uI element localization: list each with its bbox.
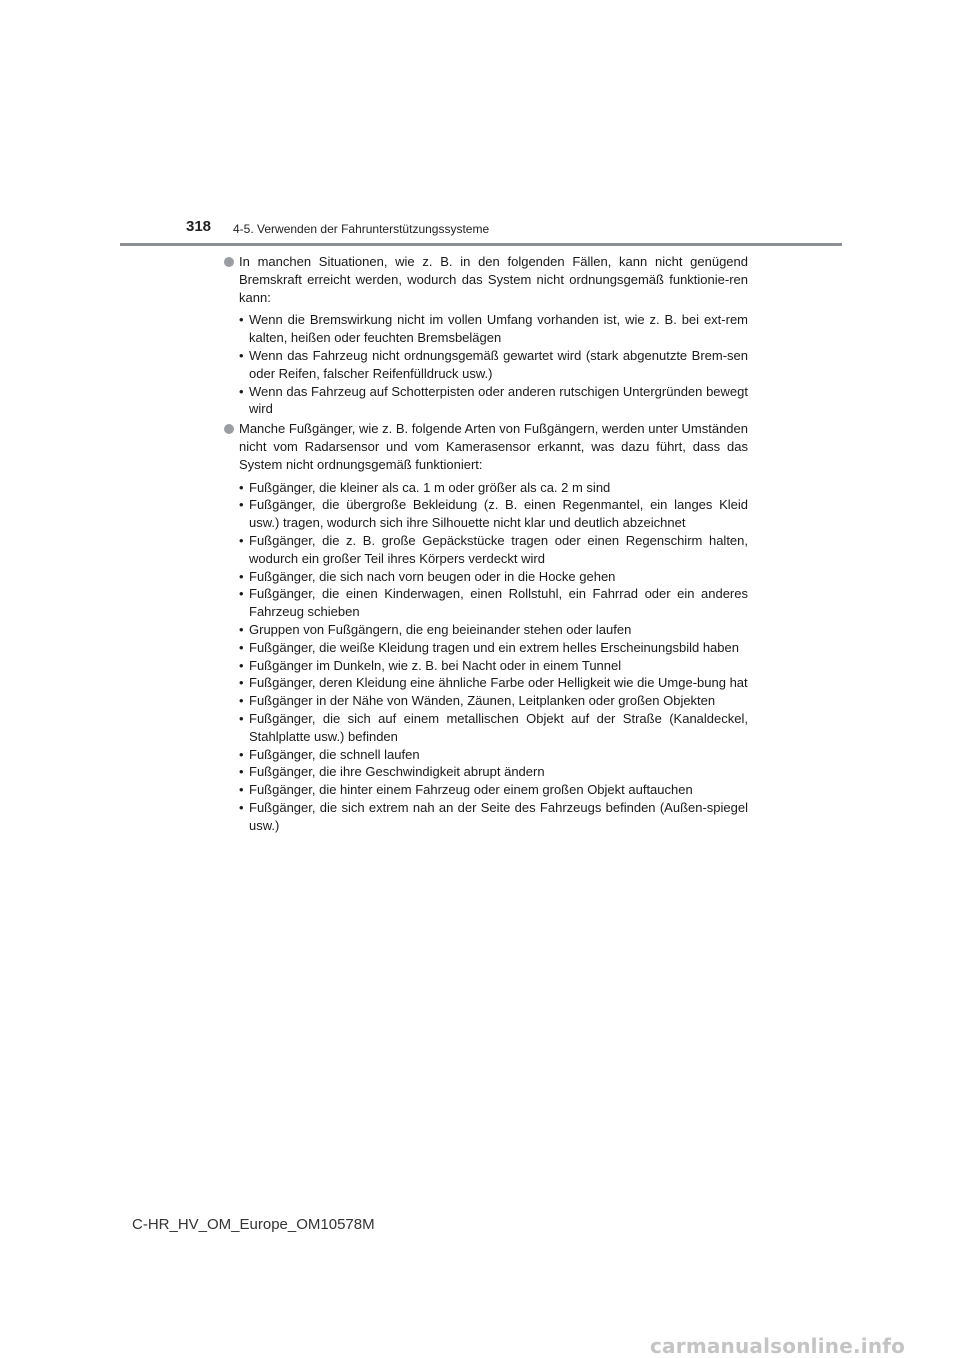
list-item: • Fußgänger, die übergroße Bekleidung (z. B. einen Regenmantel, ein langes Kleid usw.) tragen, wodurch sich ihre Silhouette nicht klar und deutlich abzeichnet (239, 497, 748, 531)
bullet-dot-icon: • (239, 799, 244, 815)
bullet-dot-icon: • (239, 639, 244, 655)
braking-conditions-list (224, 311, 748, 418)
bullet-dot-icon: • (239, 782, 244, 798)
note-text: In manchen Situationen, wie z. B. in den folgenden Fällen, kann nicht genügend Bremskraft erreicht werden, wodurch das System nicht ordnungsgemäß funktionie-ren kann: (239, 254, 748, 305)
list-item: • Fußgänger, die einen Kinderwagen, einen Rollstuhl, ein Fahrrad oder ein anderes Fahrzeug schieben (239, 586, 748, 620)
list-item: • Fußgänger, die weiße Kleidung tragen und ein extrem helles Erscheinungsbild haben (239, 639, 739, 655)
list-item: • Fußgänger, die sich extrem nah an der Seite des Fahrzeugs befinden (Außen-spiegel usw.) (239, 799, 748, 833)
bullet-dot-icon: • (239, 693, 244, 709)
header-divider (120, 243, 842, 246)
bullet-dot-icon: • (239, 657, 244, 673)
bullet-dot-icon: • (239, 383, 244, 399)
bullet-dot-icon: • (239, 532, 244, 548)
list-item: • Fußgänger in der Nähe von Wänden, Zäunen, Leitplanken oder großen Objekten (239, 693, 716, 709)
note-paragraph-braking (224, 253, 748, 306)
list-item: • Fußgänger, die ihre Geschwindigkeit abrupt ändern (239, 764, 545, 780)
bullet-dot-icon: • (239, 746, 244, 762)
section-title: 4-5. Verwenden der Fahrunterstützungssysteme (233, 222, 490, 236)
bullet-dot-icon: • (239, 586, 244, 602)
list-item: • Fußgänger, die sich nach vorn beugen oder in die Hocke gehen (239, 568, 616, 584)
bullet-dot-icon: • (239, 568, 244, 584)
bullet-dot-icon: • (239, 497, 244, 513)
bullet-dot-icon: • (239, 479, 244, 495)
circle-bullet-icon (224, 424, 234, 434)
main-content (224, 253, 748, 837)
bullet-dot-icon: • (239, 621, 244, 637)
bullet-dot-icon: • (239, 347, 244, 363)
list-item: • Gruppen von Fußgängern, die eng beieinander stehen oder laufen (239, 621, 632, 637)
list-item: • Wenn die Bremswirkung nicht im vollen Umfang vorhanden ist, wie z. B. bei ext-rem kalten, heißen oder feuchten Bremsbelägen (239, 312, 748, 346)
list-item: • Fußgänger, die z. B. große Gepäckstücke tragen oder einen Regenschirm halten, wodurch ein großer Teil ihres Körpers verdeckt wird (239, 532, 748, 566)
list-item: • Wenn das Fahrzeug nicht ordnungsgemäß gewartet wird (stark abgenutzte Brem-sen oder Reifen, falscher Reifenfülldruck usw.) (239, 347, 748, 381)
list-item: • Wenn das Fahrzeug auf Schotterpisten oder anderen rutschigen Untergründen bewegt wird (239, 383, 748, 417)
bullet-dot-icon: • (239, 675, 244, 691)
list-item: • Fußgänger, die sich auf einem metallischen Objekt auf der Straße (Kanaldeckel, Stahlplatte usw.) befinden (239, 710, 748, 744)
list-item: • Fußgänger, die schnell laufen (239, 746, 420, 762)
bullet-dot-icon: • (239, 764, 244, 780)
watermark: carmanualsonline.info (650, 1334, 906, 1358)
list-item: • Fußgänger, deren Kleidung eine ähnliche Farbe oder Helligkeit wie die Umge-bung hat (239, 675, 748, 691)
list-item: • Fußgänger, die hinter einem Fahrzeug oder einem großen Objekt auftauchen (239, 782, 693, 798)
bullet-dot-icon: • (239, 710, 244, 726)
list-item: • Fußgänger im Dunkeln, wie z. B. bei Nacht oder in einem Tunnel (239, 657, 622, 673)
page-number: 318 (186, 218, 212, 235)
list-item: • Fußgänger, die kleiner als ca. 1 m oder größer als ca. 2 m sind (239, 479, 611, 495)
document-id: C-HR_HV_OM_Europe_OM10578M (132, 1216, 375, 1233)
circle-bullet-icon (224, 257, 234, 267)
note-text: Manche Fußgänger, wie z. B. folgende Arten von Fußgängern, werden unter Umständen nicht vom Radarsensor und vom Kamerasensor erkannt, was dazu führt, dass das System nicht ordnungsgemäß funktioniert: (239, 421, 748, 472)
pedestrian-types-list (224, 479, 748, 835)
note-paragraph-pedestrians (224, 420, 748, 473)
bullet-dot-icon: • (239, 312, 244, 328)
